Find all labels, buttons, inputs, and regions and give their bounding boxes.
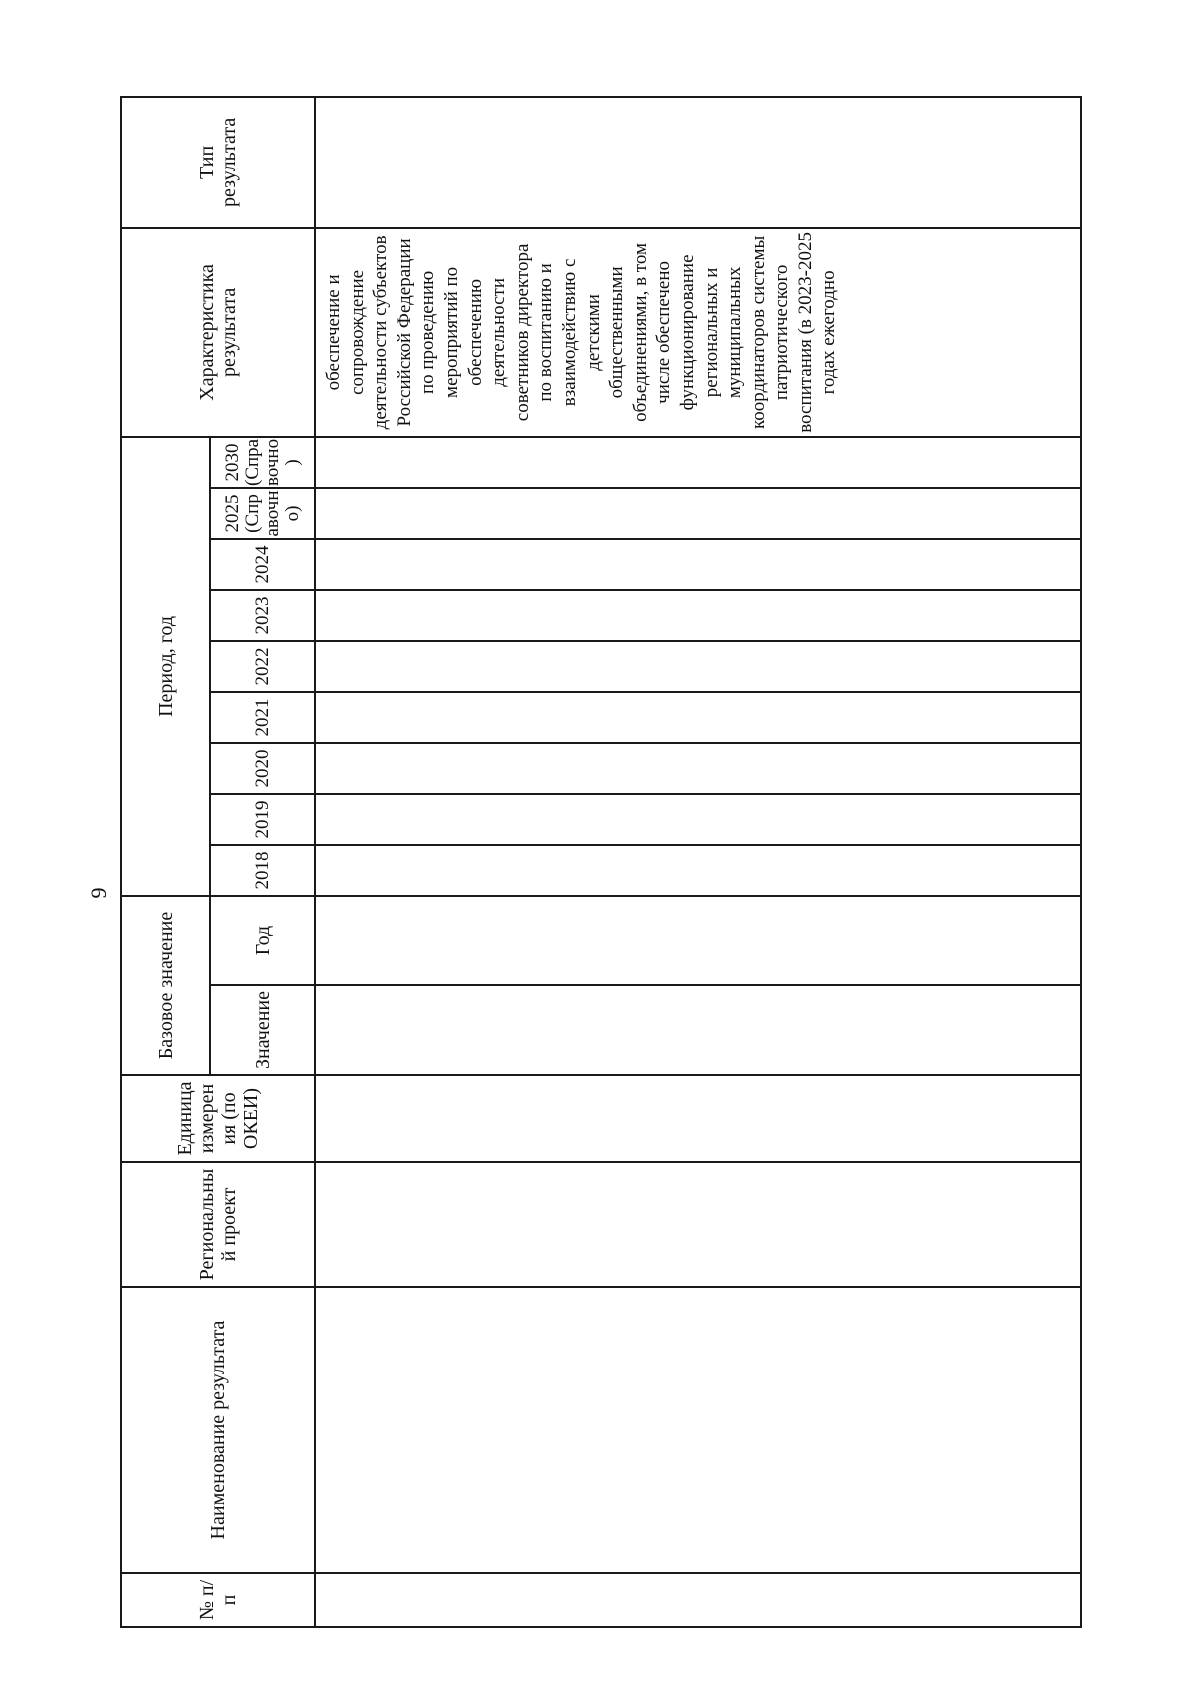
cell-year-2022 xyxy=(315,641,1081,692)
cell-year-2021 xyxy=(315,692,1081,743)
cell-num xyxy=(315,1573,1081,1627)
header-type: Тип результата xyxy=(121,97,315,228)
header-year-2030: 2030 (Справочно) xyxy=(210,437,315,488)
cell-type xyxy=(315,97,1081,228)
header-name: Наименование результата xyxy=(121,1287,315,1573)
cell-characteristic: обеспечение и сопровождение деятельности субъектов Российской Федерации по проведению мероприятий по обеспечению деятельности советников директора по воспитанию и взаимодействию с детскими общественными объединениями, в том числе обеспечено функционирование региональных и муниципальных координаторов системы патриотического воспитания (в 2023-2025 годах ежегодно xyxy=(315,228,1081,437)
header-regional-project: Региональный проект xyxy=(121,1162,315,1287)
cell-year-2019 xyxy=(315,794,1081,845)
header-year-2024: 2024 xyxy=(210,539,315,590)
header-year-2019: 2019 xyxy=(210,794,315,845)
cell-year-2024 xyxy=(315,539,1081,590)
results-table-rotated xyxy=(120,98,1080,1628)
header-year-2021: 2021 xyxy=(210,692,315,743)
header-period: Период, год xyxy=(121,437,210,896)
header-row-1 xyxy=(121,97,210,1627)
header-year-2018: 2018 xyxy=(210,845,315,896)
cell-base-year xyxy=(315,896,1081,985)
cell-name xyxy=(315,1287,1081,1573)
header-base-value-value: Значение xyxy=(210,985,315,1075)
results-table xyxy=(120,96,1082,1628)
header-year-2022: 2022 xyxy=(210,641,315,692)
header-num: № п/п xyxy=(121,1573,315,1627)
page-number: 9 xyxy=(86,887,111,899)
header-base-value-year: Год xyxy=(210,896,315,985)
table-row xyxy=(315,97,1081,1627)
cell-year-2023 xyxy=(315,590,1081,641)
header-year-2025: 2025 (Справочно) xyxy=(210,488,315,539)
cell-regional-project xyxy=(315,1162,1081,1287)
header-year-2023: 2023 xyxy=(210,590,315,641)
cell-unit xyxy=(315,1075,1081,1162)
cell-year-2025 xyxy=(315,488,1081,539)
cell-base-value xyxy=(315,985,1081,1075)
cell-year-2018 xyxy=(315,845,1081,896)
cell-year-2030 xyxy=(315,437,1081,488)
header-year-2020: 2020 xyxy=(210,743,315,794)
cell-year-2020 xyxy=(315,743,1081,794)
header-characteristic: Характеристика результата xyxy=(121,228,315,437)
header-base-value: Базовое значение xyxy=(121,896,210,1075)
header-unit: Единица измерения (по ОКЕИ) xyxy=(121,1075,315,1162)
